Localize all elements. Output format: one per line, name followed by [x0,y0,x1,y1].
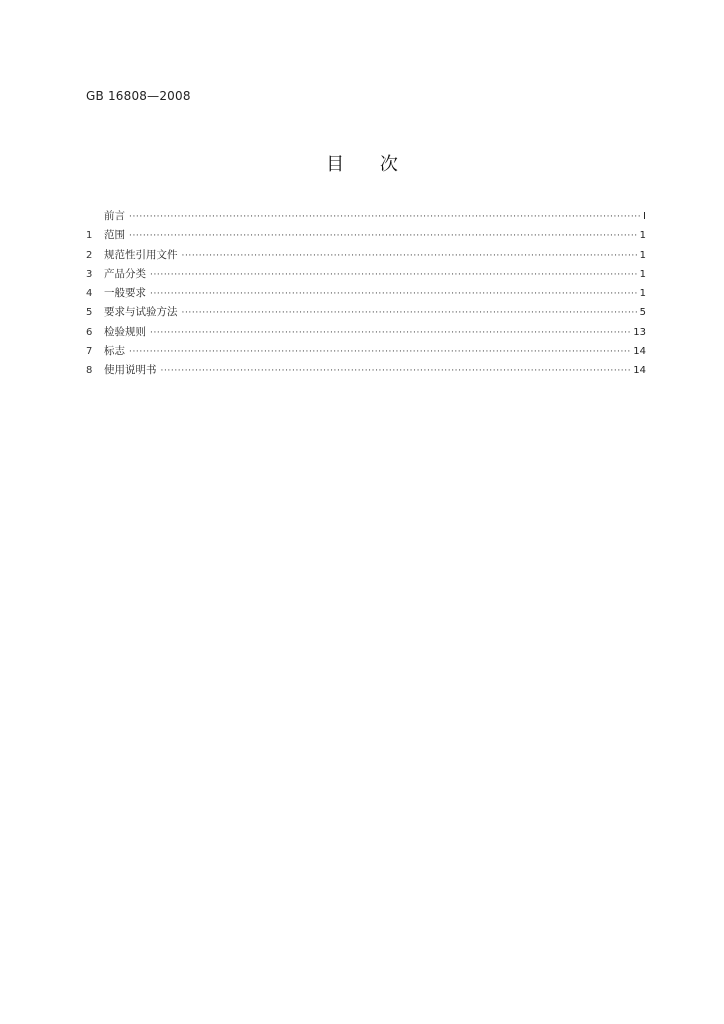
toc-dot-leader [129,212,641,222]
toc-entry-4[interactable] [86,285,646,304]
toc-entry-page: Ⅰ [643,211,646,222]
toc-entry-number: 4 [86,288,93,300]
toc-entry-2[interactable] [86,247,646,266]
table-of-contents [86,208,646,382]
toc-entry-number: 6 [86,326,93,338]
toc-entry-page: 14 [633,346,646,358]
toc-entry-5[interactable] [86,304,646,323]
toc-dot-leader [161,366,632,376]
toc-entry-label: 要求与试验方法 [104,306,178,319]
toc-entry-number: 3 [86,268,93,280]
toc-entry-1[interactable] [86,227,646,246]
toc-entry-page: 1 [639,230,646,242]
toc-dot-leader [150,270,638,280]
toc-dot-leader [150,289,638,299]
toc-entry-number: 7 [86,346,93,358]
toc-entry-label: 一般要求 [104,287,146,300]
toc-entry-number: 8 [86,365,93,377]
toc-entry-number: 1 [86,230,93,242]
toc-entry-page: 1 [639,249,646,261]
toc-entry-6[interactable] [86,324,646,343]
toc-entry-7[interactable] [86,343,646,362]
toc-entry-8[interactable] [86,362,646,381]
toc-dot-leader [129,347,631,357]
toc-entry-page: 13 [633,326,646,338]
toc-entry-label: 范围 [104,229,125,242]
toc-entry-label: 产品分类 [104,267,146,280]
toc-entry-page: 14 [633,365,646,377]
toc-entry-3[interactable] [86,266,646,285]
toc-entry-foreword[interactable] [86,208,646,227]
toc-entry-label: 标志 [104,345,125,358]
toc-entry-page: 1 [639,268,646,280]
toc-entry-label: 使用说明书 [104,364,157,377]
toc-dot-leader [150,328,631,338]
document-code: GB 16808—2008 [86,89,191,103]
toc-entry-label: 前言 [104,210,125,222]
toc-title: 目 次 [326,154,398,175]
toc-dot-leader [182,308,638,318]
toc-entry-page: 1 [639,288,646,300]
toc-dot-leader [182,251,638,261]
toc-entry-number: 5 [86,307,93,319]
toc-dot-leader [129,231,638,241]
toc-entry-number: 2 [86,249,93,261]
toc-entry-page: 5 [639,307,646,319]
toc-entry-label: 规范性引用文件 [104,248,178,261]
toc-entry-label: 检验规则 [104,325,146,338]
